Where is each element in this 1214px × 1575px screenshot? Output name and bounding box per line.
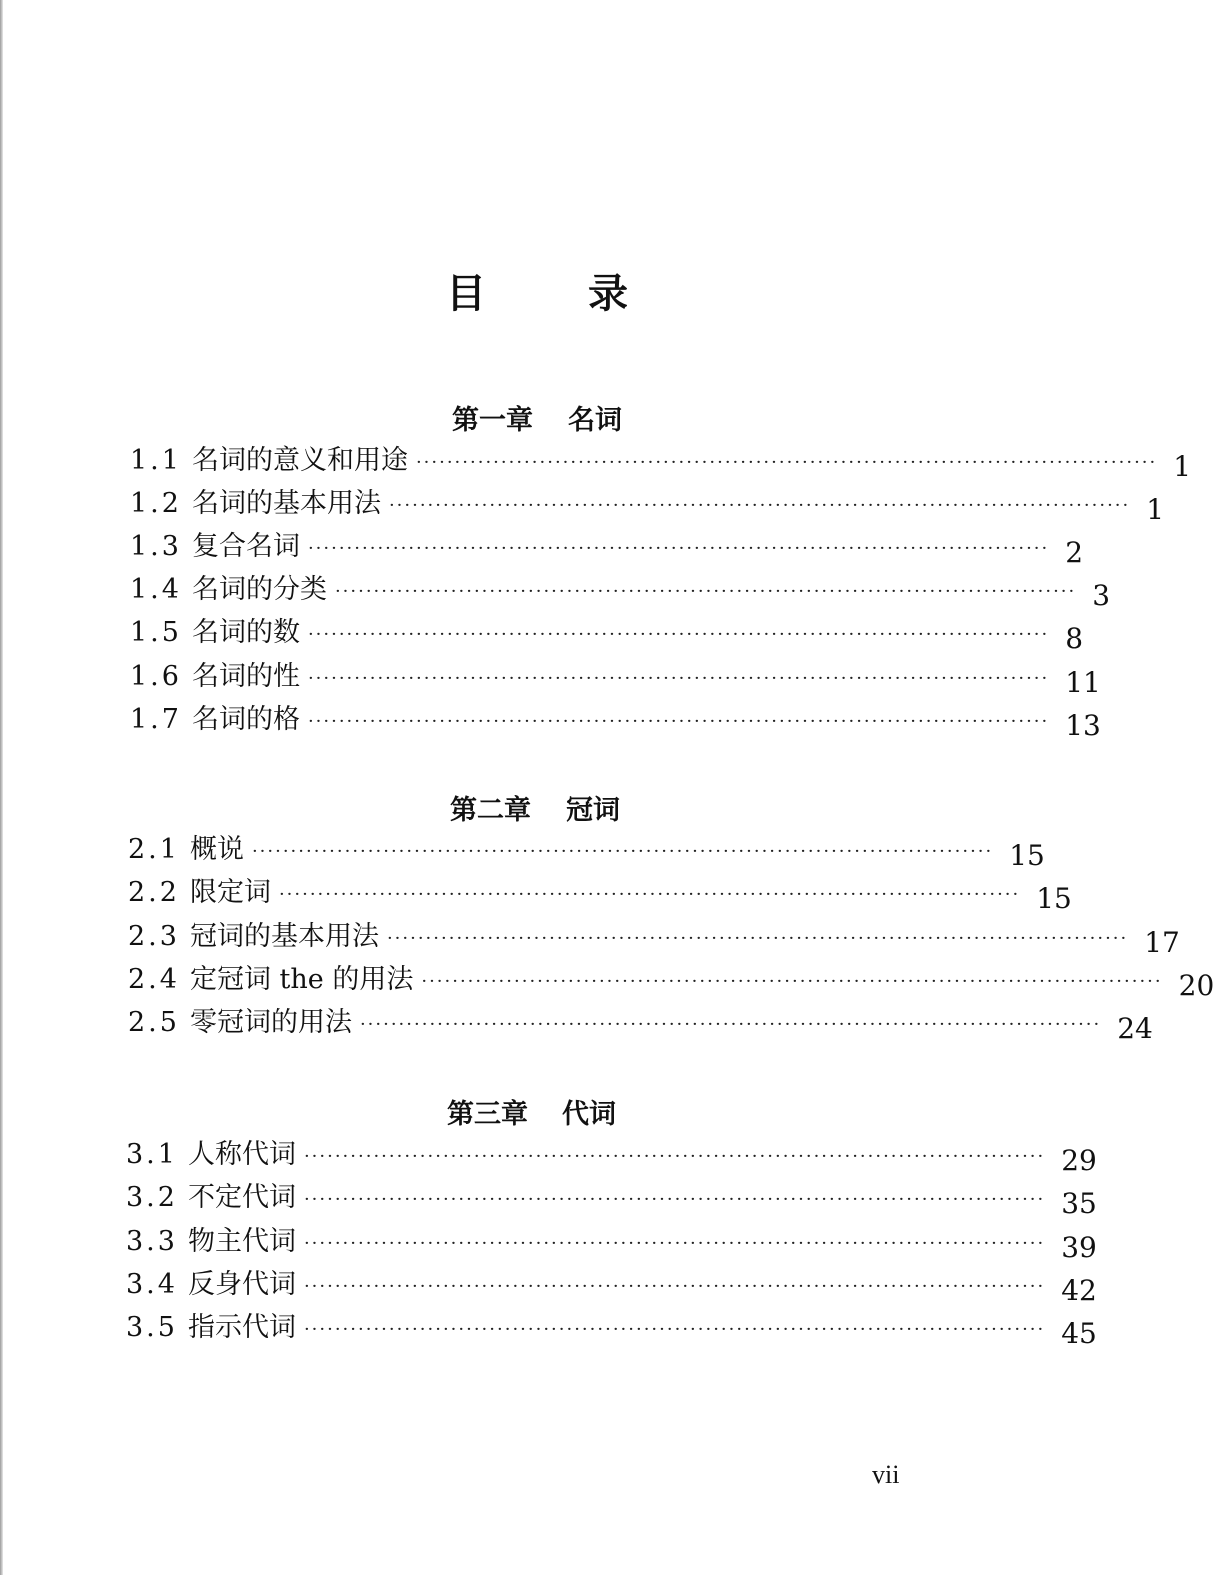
- toc-entry[interactable]: [130, 696, 1101, 742]
- entry-number: 3.3: [126, 1226, 178, 1257]
- dot-leader: ································································································: [303, 1189, 1046, 1210]
- chapter-heading: [0, 788, 1080, 828]
- toc-entry[interactable]: [130, 566, 1111, 612]
- entry-text: 名词的意义和用途: [191, 445, 408, 476]
- entry-text: 物主代词: [187, 1226, 296, 1257]
- dot-leader: ································································································: [388, 495, 1131, 516]
- entry-page-number: 8: [1065, 622, 1084, 655]
- entry-number: 2.3: [128, 921, 180, 952]
- page-folio: vii: [872, 1460, 900, 1489]
- entry-number: 1.6: [130, 661, 182, 692]
- entry-number: 3.1: [126, 1139, 178, 1170]
- entry-number: 2.1: [128, 834, 180, 865]
- entry-page-number: 35: [1061, 1187, 1097, 1220]
- entry-text: 概说: [189, 834, 244, 865]
- chapter-heading: [0, 398, 1080, 438]
- entry-label: [128, 964, 413, 996]
- dot-leader: ································································································: [421, 971, 1163, 992]
- entry-label: [130, 531, 300, 563]
- toc-entry[interactable]: [128, 956, 1214, 1002]
- entry-number: 1.1: [130, 445, 182, 476]
- chapter-name: 代词: [562, 1099, 616, 1130]
- entry-label: [130, 661, 300, 693]
- toc-entry[interactable]: [130, 437, 1192, 483]
- entry-number: 2.5: [128, 1007, 180, 1038]
- entry-text: 人称代词: [187, 1139, 296, 1170]
- dot-leader: ································································································: [334, 581, 1077, 602]
- toc-title-char-1: 目: [446, 271, 486, 317]
- toc-entry[interactable]: [126, 1261, 1097, 1307]
- entry-text: 名词的性: [191, 661, 300, 692]
- entry-text: 反身代词: [187, 1269, 296, 1300]
- toc-entry[interactable]: [130, 653, 1101, 699]
- entry-page-number: 3: [1092, 579, 1111, 612]
- entry-label: [126, 1312, 296, 1344]
- dot-leader: ································································································: [303, 1146, 1046, 1167]
- entry-label: [126, 1269, 296, 1301]
- entry-number: 1.7: [130, 704, 182, 735]
- chapter-label: 第一章: [452, 405, 533, 436]
- entry-number: 3.5: [126, 1312, 178, 1343]
- chapter-label: 第二章: [450, 795, 531, 826]
- entry-text: 名词的格: [191, 704, 300, 735]
- entry-number: 3.4: [126, 1269, 178, 1300]
- toc-entry[interactable]: [126, 1218, 1097, 1264]
- entry-page-number: 11: [1065, 666, 1101, 699]
- entry-number: 3.2: [126, 1182, 178, 1213]
- entry-page-number: 24: [1117, 1012, 1153, 1045]
- dot-leader: ································································································: [303, 1276, 1046, 1297]
- entry-page-number: 42: [1061, 1274, 1097, 1307]
- entry-label: [128, 1007, 352, 1039]
- dot-leader: ································································································: [415, 452, 1158, 473]
- toc-entry[interactable]: [126, 1304, 1097, 1350]
- dot-leader: ································································································: [307, 711, 1050, 732]
- entry-text: 名词的分类: [191, 574, 327, 605]
- dot-leader: ································································································: [303, 1233, 1046, 1254]
- dot-leader: ································································································: [386, 928, 1129, 949]
- entry-number: 1.4: [130, 574, 182, 605]
- entry-label: [128, 834, 244, 866]
- entry-page-number: 20: [1178, 969, 1214, 1002]
- toc-entry[interactable]: [130, 609, 1084, 655]
- entry-text: 冠词的基本用法: [189, 921, 379, 952]
- entry-page-number: 29: [1061, 1144, 1097, 1177]
- entry-label: [130, 704, 300, 736]
- entry-text: 零冠词的用法: [189, 1007, 352, 1038]
- entry-text: 指示代词: [187, 1312, 296, 1343]
- dot-leader: ································································································: [303, 1319, 1046, 1340]
- dot-leader: ································································································: [307, 668, 1050, 689]
- dot-leader: ································································································: [307, 538, 1050, 559]
- toc-title: [0, 262, 1080, 317]
- entry-page-number: 15: [1009, 839, 1045, 872]
- toc-entry[interactable]: [126, 1131, 1097, 1177]
- dot-leader: ································································································: [359, 1014, 1102, 1035]
- toc-entry[interactable]: [126, 1174, 1097, 1220]
- entry-label: [126, 1226, 296, 1258]
- entry-number: 1.2: [130, 488, 182, 519]
- entry-label: [130, 445, 408, 477]
- entry-number: 1.3: [130, 531, 182, 562]
- entry-page-number: 39: [1061, 1231, 1097, 1264]
- chapter-heading: [0, 1092, 1080, 1132]
- entry-page-number: 1: [1173, 450, 1192, 483]
- toc-entry[interactable]: [128, 826, 1045, 872]
- toc-entry[interactable]: [128, 913, 1180, 959]
- entry-page-number: 15: [1036, 882, 1072, 915]
- toc-entry[interactable]: [128, 999, 1153, 1045]
- entry-page-number: 1: [1146, 493, 1165, 526]
- entry-label: [126, 1139, 296, 1171]
- entry-number: 1.5: [130, 617, 182, 648]
- entry-label: [128, 877, 271, 909]
- dot-leader: ································································································: [251, 841, 994, 862]
- entry-text: 定冠词 the 的用法: [189, 964, 414, 995]
- entry-label: [130, 488, 381, 520]
- chapter-name: 冠词: [566, 795, 620, 826]
- entry-page-number: 2: [1065, 536, 1084, 569]
- entry-page-number: 45: [1061, 1317, 1097, 1350]
- entry-label: [126, 1182, 296, 1214]
- entry-page-number: 17: [1144, 926, 1180, 959]
- dot-leader: ································································································: [278, 884, 1021, 905]
- dot-leader: ································································································: [307, 624, 1050, 645]
- entry-text: 不定代词: [187, 1182, 296, 1213]
- entry-number: 2.2: [128, 877, 180, 908]
- entry-label: [130, 617, 300, 649]
- entry-text: 名词的基本用法: [191, 488, 381, 519]
- entry-label: [130, 574, 327, 606]
- entry-text: 限定词: [189, 877, 271, 908]
- entry-label: [128, 921, 379, 953]
- toc-entry[interactable]: [130, 480, 1165, 526]
- entry-text: 名词的数: [191, 617, 300, 648]
- entry-number: 2.4: [128, 964, 180, 995]
- toc-entry[interactable]: [128, 869, 1072, 915]
- toc-entry[interactable]: [130, 523, 1084, 569]
- chapter-name: 名词: [568, 405, 622, 436]
- toc-title-char-2: 录: [588, 271, 628, 317]
- entry-page-number: 13: [1065, 709, 1101, 742]
- chapter-label: 第三章: [447, 1099, 528, 1130]
- entry-text: 复合名词: [191, 531, 300, 562]
